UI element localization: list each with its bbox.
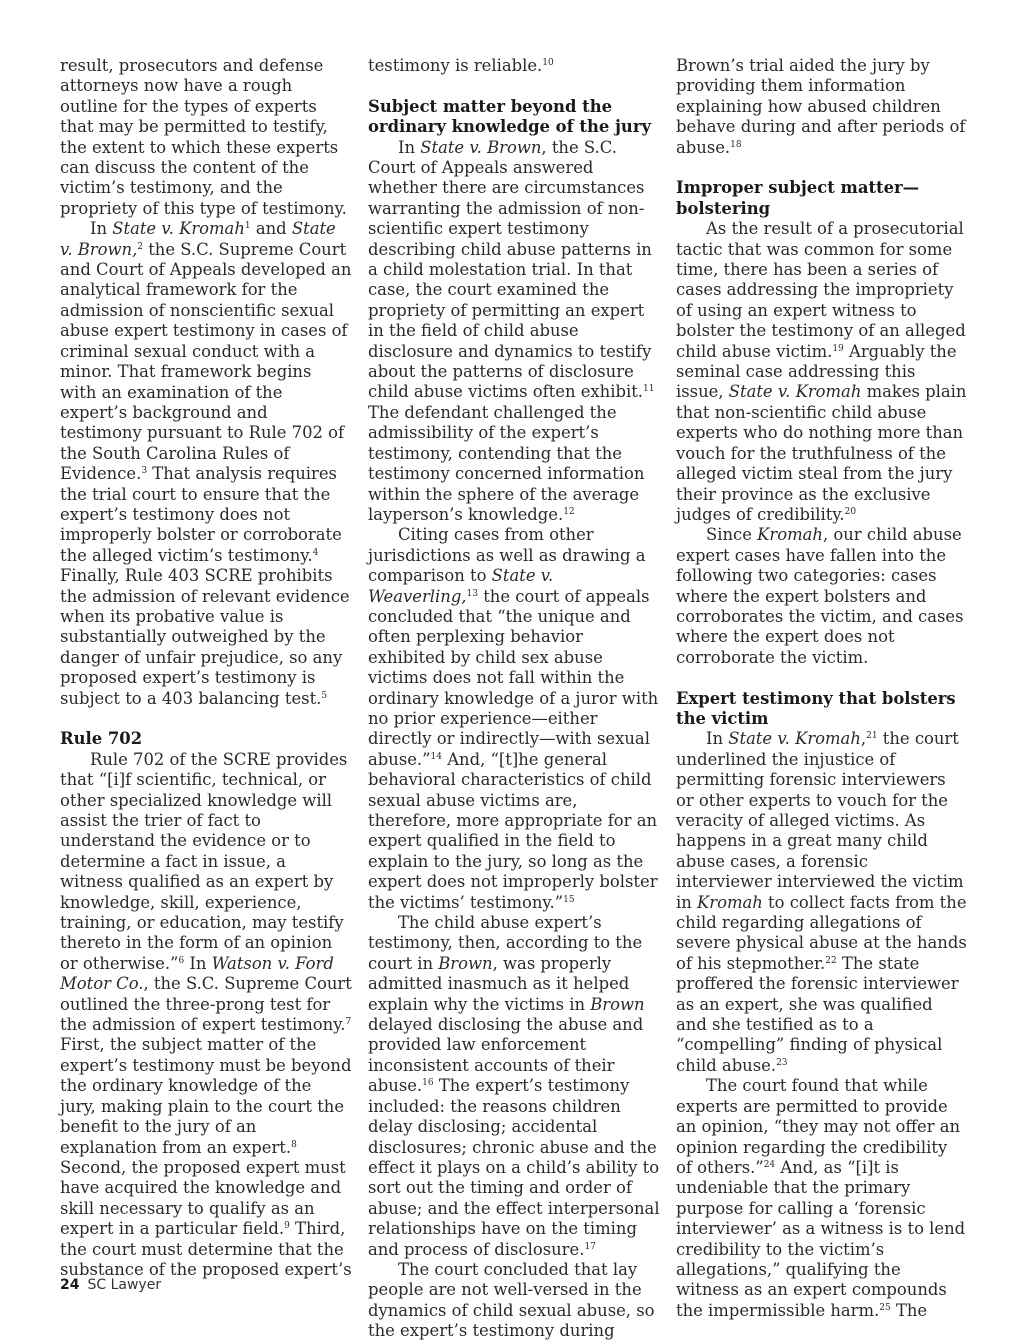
footnote-ref: 23 — [776, 1057, 788, 1068]
case-citation: Brown — [438, 953, 493, 973]
footnote-ref: 24 — [763, 1159, 776, 1170]
footnote-ref: 14 — [430, 751, 442, 762]
publication-name: SC Lawyer — [87, 1277, 162, 1293]
case-citation: State v. Brown, — [60, 219, 336, 259]
case-citation: State v. Kromah — [112, 219, 245, 239]
footnote-ref: 3 — [141, 466, 148, 477]
paragraph: Since Kromah, our child abuse expert cases have fallen into the following two categories: cases where the expert bolsters and corroborates the victim, and cases where the expert does not corroborate the victim. — [676, 525, 964, 667]
footnote-ref: 8 — [291, 1139, 297, 1150]
footnote-ref: 6 — [178, 955, 185, 966]
footnote-ref: 18 — [730, 139, 742, 150]
paragraph: Brown’s trial aided the jury by providing them information explaining how abused children behave during and after periods of abuse.$^{18}$ — [676, 56, 966, 157]
case-citation: Kromah — [757, 525, 823, 545]
footnote-ref: 25 — [879, 1302, 891, 1313]
case-citation: State v. Weaverling, — [368, 566, 554, 606]
footnote-ref: 4 — [312, 547, 319, 558]
footnote-ref: 16 — [422, 1078, 434, 1089]
footnote-ref: 15 — [563, 894, 575, 905]
paragraph: The court found that while experts are permitted to provide an opinion, “they may not offer an opinion regarding the credibility of others.”$^{24}$ And, as “[i]t is undeniable that the primary purpose for calling a ‘forensic interviewer’ as a witness is to lend credibility to the victim’s allegations,” qualifying the witness as an expert compounds the impermissible harm.$^{25}$ The — [676, 1076, 966, 1320]
case-citation: State v. Kromah — [728, 729, 861, 749]
text-column-1 — [60, 56, 352, 1280]
footnote-ref: 10 — [542, 58, 554, 68]
case-citation: State v. Brown — [420, 137, 542, 157]
footnote-ref: 2 — [137, 241, 144, 252]
footnote-ref: 19 — [832, 343, 844, 354]
footnote-ref: 22 — [825, 955, 837, 966]
section-heading: Improper subject matter—bolstering — [676, 178, 920, 218]
paragraph: testimony is reliable.$^{10}$ — [368, 56, 554, 75]
footnote-ref: 11 — [643, 384, 655, 395]
page-number: 24 — [60, 1277, 80, 1293]
footnote-ref: 7 — [345, 1017, 352, 1028]
section-heading: Rule 702 — [60, 729, 143, 749]
footnote-ref: 17 — [584, 1241, 596, 1252]
paragraph: Rule 702 of the SCRE provides that “[i]f scientific, technical, or other specialized knowledge will assist the trier of fact to understand the evidence or to determine a fact in issue, a witness qualified as an expert by knowledge, skill, experience, training, or education, may testify thereto in the form of an opinion or otherwise.”$^6$ In Watson v. Ford Motor Co., the S.C. Supreme Court outlined the three-prong test for the admission of expert testimony.$^7$ First, the subject matter of the expert’s testimony must be beyond the ordinary knowledge of the jury, making plain to the court the benefit to the jury of an explanation from an expert.$^8$ Second, the proposed expert must have acquired the knowledge and skill necessary to qualify as an expert in a particular field.$^9$ Third, the court must determine that the substance of the proposed expert’s — [60, 749, 352, 1279]
paragraph: In State v. Kromah,$^{21}$ the court underlined the injustice of permitting forensic interviewers or other experts to vouch for the veracity of alleged victims. As happens in a great many child abuse cases, a forensic interviewer interviewed the victim in Kromah to collect facts from the child regarding allegations of severe physical abuse at the hands of his stepmother.$^{22}$ The state proffered the forensic interviewer as an expert, she was qualified and she testified as to a “compelling” finding of physical child abuse.$^{23}$ — [676, 729, 967, 1075]
section-heading: Subject matter beyond the ordinary knowledge of the jury — [368, 96, 652, 137]
case-citation: Watson v. Ford Motor Co. — [60, 953, 334, 994]
text-column-2 — [368, 56, 660, 1342]
paragraph: In State v. Brown, the S.C. Court of Appeals answered whether there are circumstances warranting the admission of non-scientific expert testimony describing child abuse patterns in a child molestation trial. In that case, the court examined the propriety of permitting an expert in the field of child abuse disclosure and dynamics to testify about the patterns of disclosure child abuse victims often exhibit.$^{11}$ The defendant challenged the admissibility of the expert’s testimony, contending that the testimony concerned information within the sphere of the average layperson’s knowledge.$^{12}$ — [368, 137, 655, 524]
footnote-ref: 21 — [866, 731, 878, 742]
footnote-ref: 12 — [563, 506, 575, 517]
footnote-ref: 5 — [321, 690, 328, 701]
page-footer — [60, 1277, 161, 1293]
paragraph: result, prosecutors and defense attorneys now have a rough outline for the types of experts that may be permitted to testify, the extent to which these experts can discuss the content of the victim’s testimony, and the propriety of this type of testimony. — [60, 56, 347, 218]
case-citation: State v. Kromah — [728, 382, 862, 402]
footnote-ref: 1 — [244, 221, 251, 232]
text-column-3 — [676, 56, 968, 1321]
paragraph: As the result of a prosecutorial tactic that was common for some time, there has been a series of cases addressing the impropriety of using an expert witness to bolster the testimony of an alleged child abuse victim.$^{19}$ Arguably the seminal case addressing this issue, State v. Kromah makes plain that non-scientific child abuse experts who do nothing more than vouch for the truthfulness of the alleged victim steal from the jury their province as the exclusive judges of credibility.$^{20}$ — [676, 219, 967, 524]
paragraph: In State v. Kromah$^1$ and State v. Brown,$^2$ the S.C. Supreme Court and Court of Appeals developed an analytical framework for the admission of nonscientific sexual abuse expert testimony in cases of criminal sexual conduct with a minor. That framework begins with an examination of the expert’s background and testimony pursuant to Rule 702 of the South Carolina Rules of Evidence.$^3$ That analysis requires the trial court to ensure that the expert’s testimony does not improperly bolster or corroborate the alleged victim’s testimony.$^4$ Finally, Rule 403 SCRE prohibits the admission of relevant evidence when its probative value is substantially outweighed by the danger of unfair prejudice, so any proposed expert’s testimony is subject to a 403 balancing test.$^5$ — [60, 219, 352, 708]
footnote-ref: 9 — [284, 1221, 290, 1232]
footnote-ref: 13 — [466, 588, 478, 599]
case-citation: Kromah — [697, 892, 763, 912]
paragraph: Citing cases from other jurisdictions as well as drawing a comparison to State v. Weaverling,$^{13}$ the court of appeals concluded that “the unique and often perplexing behavior exhibited by child sex abuse victims does not fall within the ordinary knowledge of a juror with no prior experience—either directly or indirectly—with sexual abuse.”$^{14}$ And, “[t]he general behavioral characteristics of child sexual abuse victims are, therefore, more appropriate for an expert qualified in the field to explain to the jury, so long as the expert does not improperly bolster the victims’ testimony.”$^{15}$ — [368, 525, 659, 912]
section-heading: Expert testimony that bolsters the victim — [676, 688, 956, 728]
paragraph: The court concluded that lay people are not well-versed in the dynamics of child sexual abuse, so the expert’s testimony during — [368, 1259, 655, 1341]
case-citation: Brown — [590, 994, 645, 1014]
footnote-ref: 20 — [844, 506, 857, 517]
paragraph: The child abuse expert’s testimony, then, according to the court in Brown, was properly admitted inasmuch as it helped explain why the victims in Brown delayed disclosing the abuse and provided law enforcement inconsistent accounts of their abuse.$^{16}$ The expert’s testimony included: the reasons children delay disclosing; accidental disclosures; chronic abuse and the effect it plays on a child’s ability to sort out the timing and order of abuse; and the effect interpersonal relationships have on the timing and process of disclosure.$^{17}$ — [368, 913, 660, 1259]
